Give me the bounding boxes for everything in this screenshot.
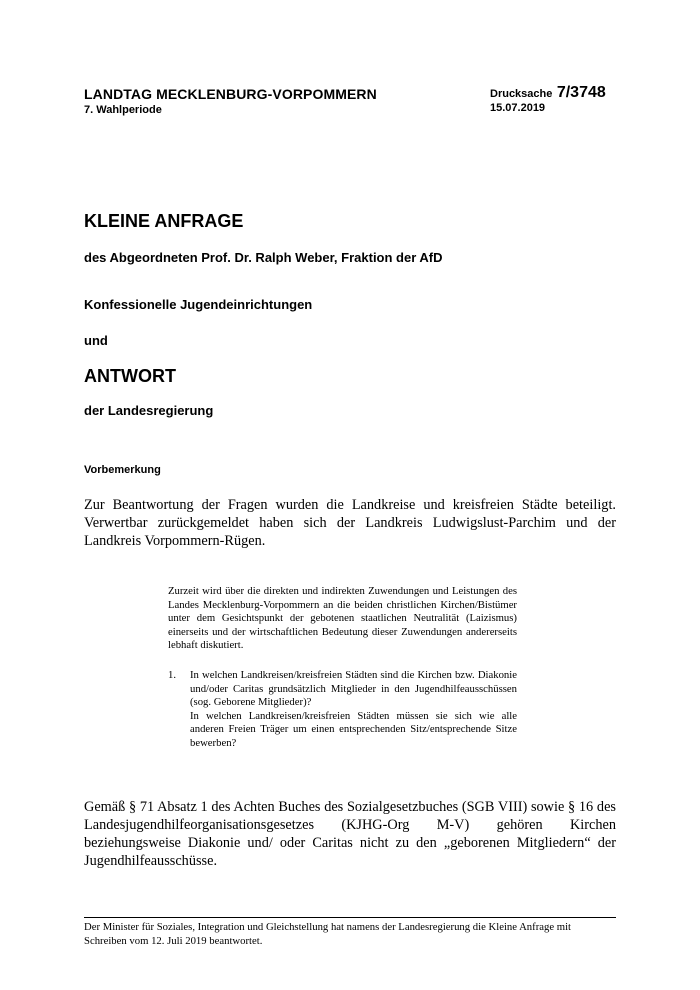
drucksache: [490, 84, 606, 102]
legislative-period: 7. Wahlperiode: [84, 104, 162, 116]
author-line: des Abgeordneten Prof. Dr. Ralph Weber, Fraktion der AfD: [84, 250, 443, 265]
header-right: [490, 84, 606, 114]
subject-line: Konfessionelle Jugendeinrichtungen: [84, 297, 313, 312]
answer-text: Gemäß § 71 Absatz 1 des Achten Buches des Sozialgesetzbuches (SGB VIII) sowie § 16 des Landesjugendhilfeorganisationsgesetzes (KJHG-Org M-V) gehören Kirchen beziehungsweise Diakonie und/ oder Caritas nicht zu den „geborenen Mitgliedern“ der Jugendhilfeausschüsse.: [84, 799, 616, 869]
footnote-text: Der Minister für Soziales, Integration und Gleichstellung hat namens der Landesregierung die Kleine Anfrage mit Schreiben vom 12. Juli 2019 beantwortet.: [84, 921, 572, 947]
question-intro: Zurzeit wird über die direkten und indirekten Zuwendungen und Leistungen des Landes Mecklenburg-Vorpommern an die beiden christlichen Kirchen/Bistümer unter dem Gesichtspunkt der gebotenen staatlichen Neutralität (Laizismus) einerseits und der wirtschaftlichen Bedeutung dieser Zuwendungen andererseits lebhaft diskutiert.: [168, 585, 517, 651]
question-part-1: In welchen Landkreisen/kreisfreien Städten sind die Kirchen bzw. Diakonie und/oder Caritas grundsätzlich Mitglieder in den Jugendhilfeausschüssen (sog. Geborene Mitglieder)?: [190, 669, 517, 708]
parliament-name: LANDTAG MECKLENBURG-VORPOMMERN: [84, 86, 377, 102]
preliminary-text: Zur Beantwortung der Fragen wurden die Landkreise und kreisfreien Städte beteiligt. Verwertbar zurückgemeldet haben sich der Landkreis Ludwigslust-Parchim und der Landkreis Vorpommern-Rügen.: [84, 497, 616, 549]
connector-word: und: [84, 333, 108, 348]
answer-heading: ANTWORT: [84, 366, 176, 386]
document-date: 15.07.2019: [490, 102, 546, 114]
drucksache-label: Drucksache: [490, 88, 553, 100]
header-left: [84, 86, 377, 116]
drucksache-number: 7/3748: [556, 84, 606, 101]
question-body: [190, 669, 517, 750]
preliminary-heading: Vorbemerkung: [84, 464, 161, 476]
question-1: [168, 669, 517, 750]
answer-by: der Landesregierung: [84, 403, 214, 418]
question-part-2: In welchen Landkreisen/kreisfreien Städten müssen sie sich wie alle anderen Freien Träger um einen entsprechenden Sitz/entsprechende Sitze bewerben?: [190, 709, 517, 749]
footnote-rule: [84, 917, 616, 918]
question-number: 1.: [168, 669, 177, 681]
document-kind: KLEINE ANFRAGE: [84, 211, 244, 231]
